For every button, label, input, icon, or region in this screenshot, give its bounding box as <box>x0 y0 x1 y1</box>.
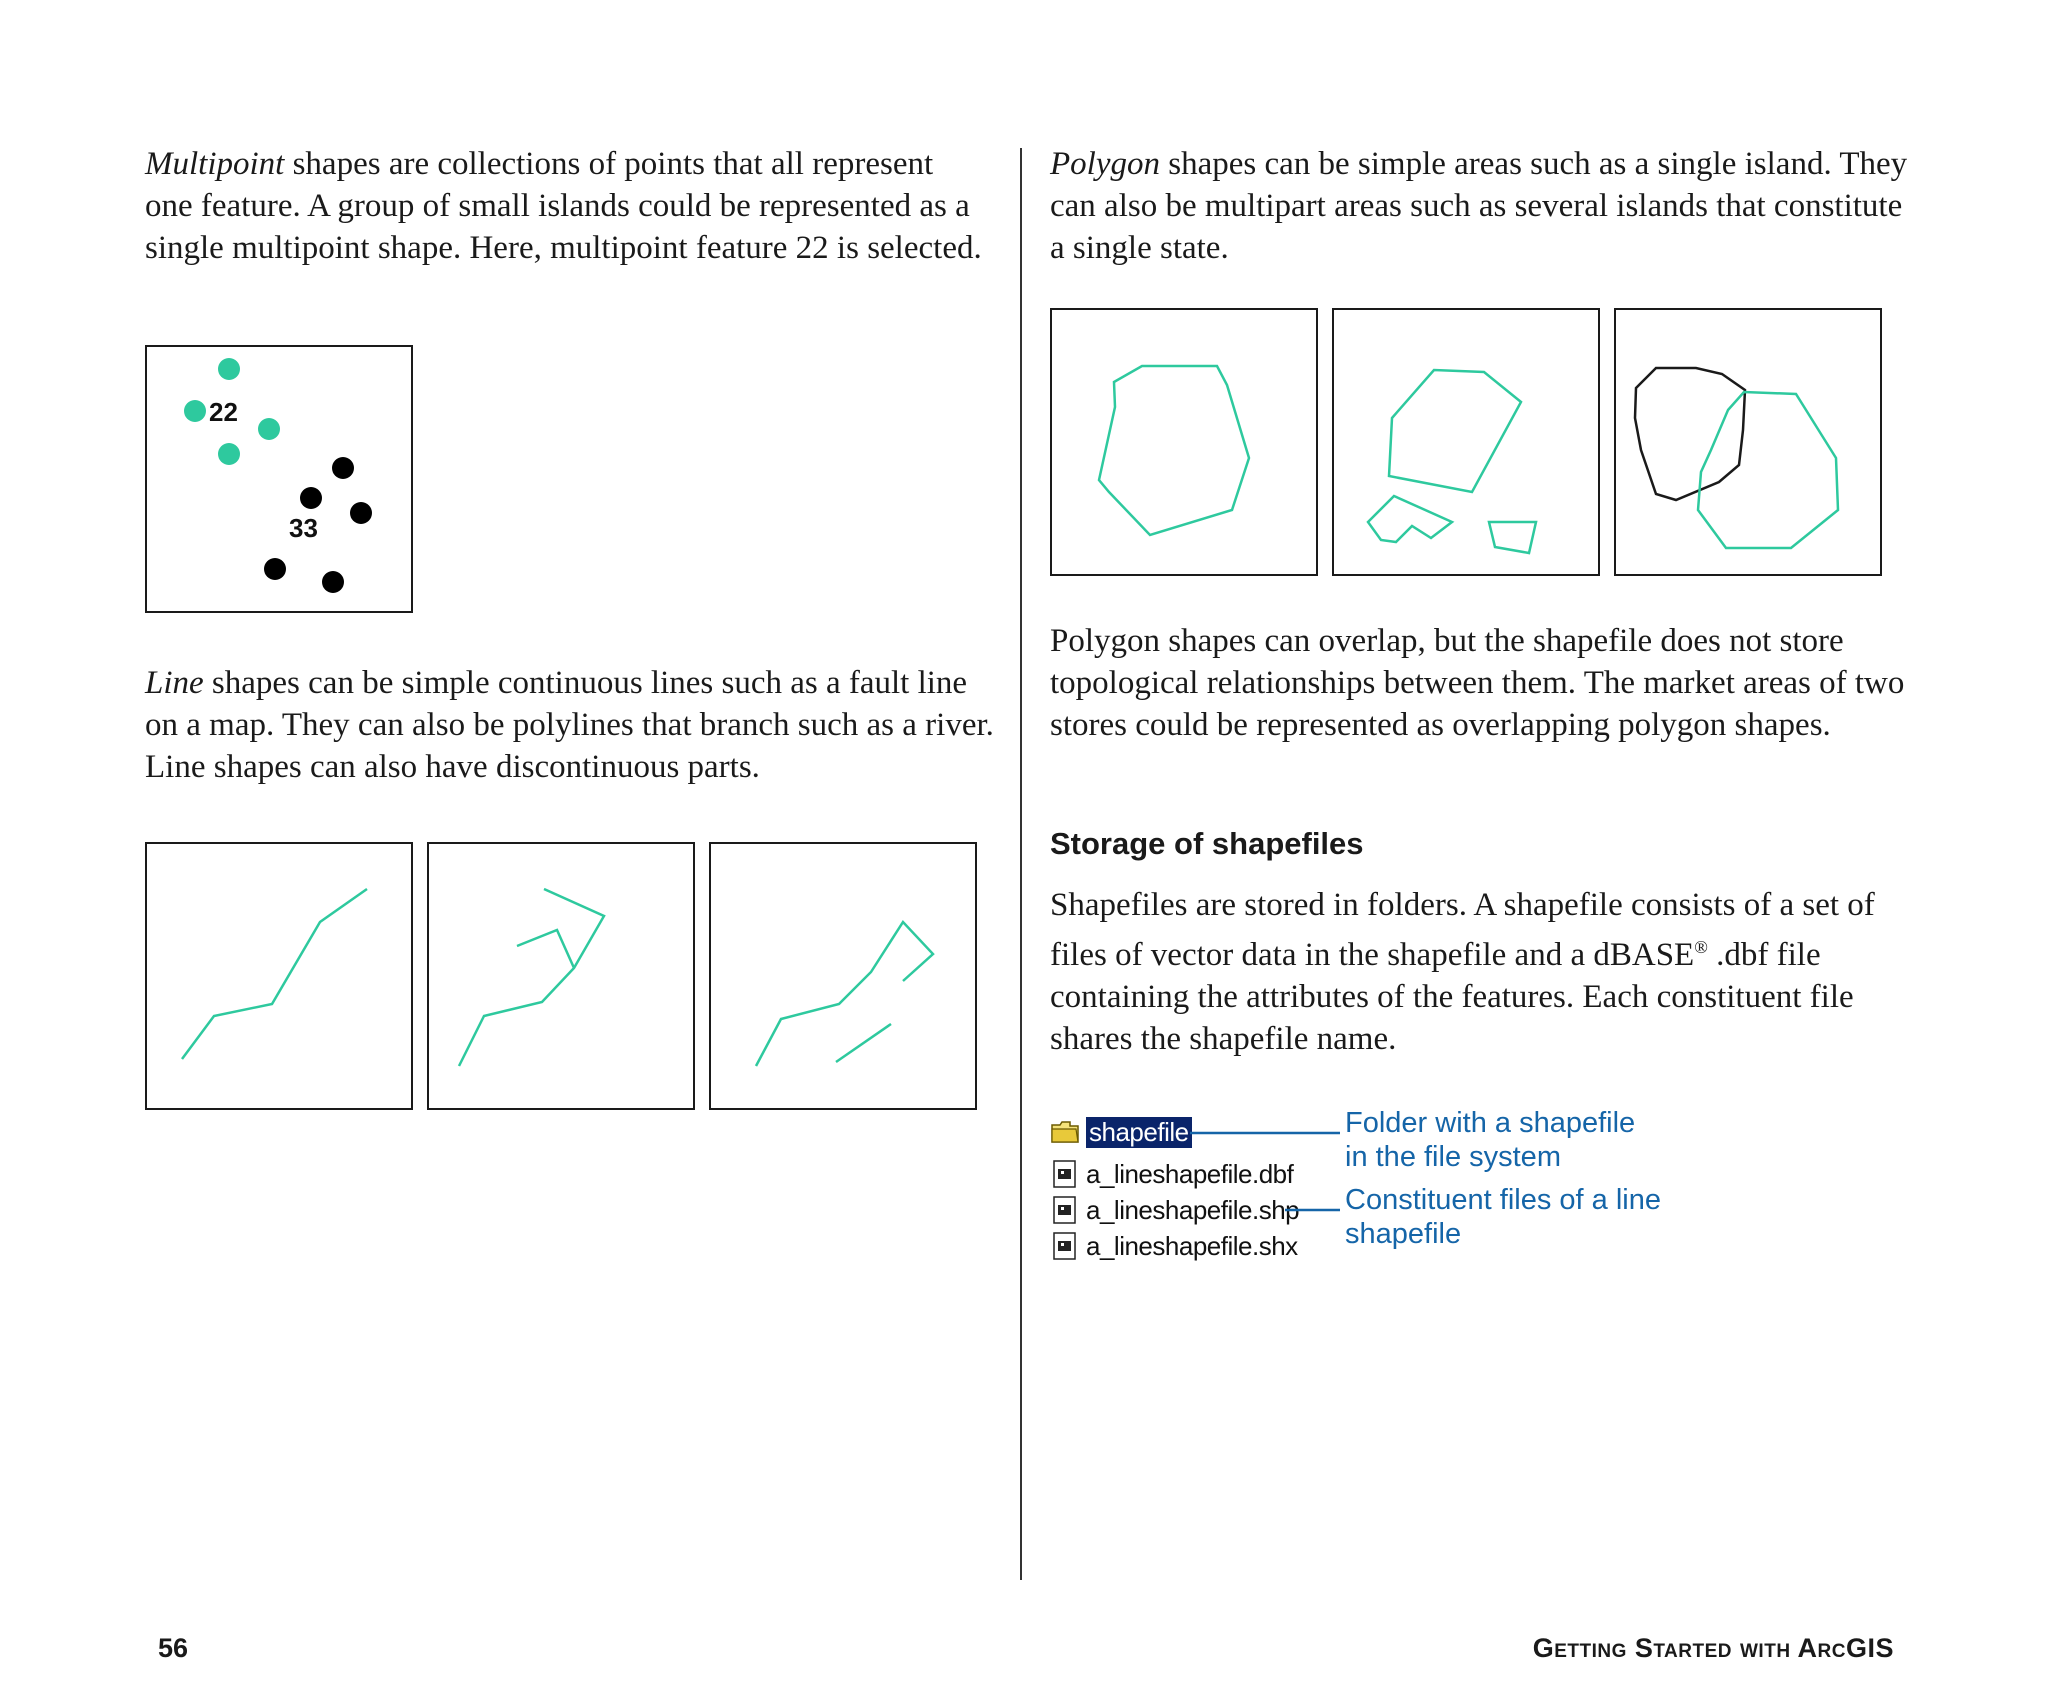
file-name[interactable]: a_lineshapefile.shx <box>1086 1230 1298 1261</box>
feature-label-22: 22 <box>209 397 238 427</box>
folder-name[interactable]: shapefile <box>1086 1117 1192 1148</box>
folder-callout-line2: in the file system <box>1345 1141 1561 1173</box>
line-text: shapes can be simple continuous lines such as a fault line on a map. They can also be polylines that branch such as a river. Line shapes can also have discontinuous parts. <box>145 665 994 785</box>
files-callout-line1: Constituent files of a line <box>1345 1184 1661 1216</box>
storage-heading: Storage of shapefiles <box>1050 826 1364 861</box>
folder-callout <box>1345 1106 1635 1174</box>
storage-text-1: Shapefiles are stored in folders. A shapefile consists of a set of files of vector data in the shapefile and a dBASE <box>1050 887 1875 973</box>
page-number: 56 <box>158 1633 189 1663</box>
folder-callout-line1: Folder with a shapefile <box>1345 1107 1636 1139</box>
overlap-text: Polygon shapes can overlap, but the shapefile does not store topological relationships between them. The market areas of two stores could be represented as overlapping polygon shapes. <box>1050 623 1905 743</box>
feature-label-33: 33 <box>289 513 318 543</box>
polygon-text: shapes can be simple areas such as a single island. They can also be multipart areas such as several islands that constitute a single state. <box>1050 146 1908 266</box>
multipoint-text: shapes are collections of points that all represent one feature. A group of small islands could be represented as a single multipoint shape. Here, multipoint feature 22 is selected. <box>145 146 982 266</box>
file-name[interactable]: a_lineshapefile.dbf <box>1086 1158 1294 1189</box>
storage-text-2: .dbf file containing the attributes of the features. Each constituent file shares the shapefile name. <box>1050 937 1854 1057</box>
multipoint-term: Multipoint <box>145 146 285 182</box>
polygon-term: Polygon <box>1050 146 1160 182</box>
running-title: Getting Started with ArcGIS <box>1532 1633 1894 1663</box>
files-callout-line2: shapefile <box>1345 1218 1462 1250</box>
line-term: Line <box>145 665 204 701</box>
files-callout <box>1345 1183 1661 1251</box>
file-name[interactable]: a_lineshapefile.shp <box>1086 1194 1300 1225</box>
registered-mark: ® <box>1694 937 1708 957</box>
